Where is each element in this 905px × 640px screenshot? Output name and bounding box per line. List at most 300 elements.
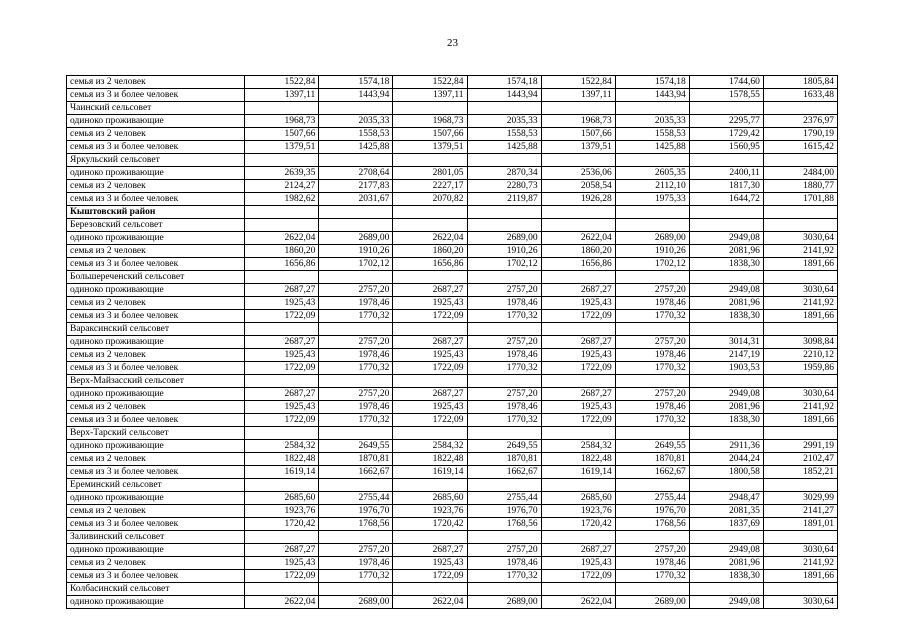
- value-cell: 1923,76: [541, 505, 615, 518]
- value-cell: 3030,64: [763, 544, 837, 557]
- value-cell: 1822,48: [393, 453, 467, 466]
- value-cell: 1838,30: [689, 414, 763, 427]
- value-cell: 1838,30: [689, 310, 763, 323]
- value-cell: [393, 427, 467, 440]
- value-cell: [615, 427, 689, 440]
- row-label: семья из 3 и более человек: [67, 89, 245, 102]
- value-cell: [393, 271, 467, 284]
- value-cell: 1891,66: [763, 310, 837, 323]
- value-cell: [615, 154, 689, 167]
- value-cell: 1926,28: [541, 193, 615, 206]
- row-label: семья из 3 и более человек: [67, 141, 245, 154]
- value-cell: 1925,43: [541, 297, 615, 310]
- value-cell: 1968,73: [393, 115, 467, 128]
- value-cell: 1558,53: [319, 128, 393, 141]
- value-cell: 1722,09: [393, 362, 467, 375]
- value-cell: 1891,66: [763, 258, 837, 271]
- value-cell: [467, 479, 541, 492]
- value-cell: [763, 531, 837, 544]
- value-cell: 2708,64: [319, 167, 393, 180]
- value-cell: 1702,12: [467, 258, 541, 271]
- value-cell: 1978,46: [615, 297, 689, 310]
- value-cell: 2141,27: [763, 505, 837, 518]
- settlement-name: Колбасинский сельсовет: [67, 583, 245, 596]
- value-cell: [689, 323, 763, 336]
- value-cell: [689, 479, 763, 492]
- value-cell: 1722,09: [393, 414, 467, 427]
- value-cell: 2685,60: [393, 492, 467, 505]
- value-cell: 2649,55: [615, 440, 689, 453]
- table-row: [67, 232, 838, 245]
- table-row: [67, 570, 838, 583]
- value-cell: [245, 154, 319, 167]
- value-cell: 2124,27: [245, 180, 319, 193]
- value-cell: 1770,32: [319, 362, 393, 375]
- value-cell: 1959,86: [763, 362, 837, 375]
- value-cell: 2755,44: [615, 492, 689, 505]
- value-cell: [763, 102, 837, 115]
- value-cell: [319, 219, 393, 232]
- table-row: [67, 76, 838, 89]
- value-cell: [393, 479, 467, 492]
- value-cell: 2141,92: [763, 297, 837, 310]
- value-cell: [541, 323, 615, 336]
- value-cell: [541, 427, 615, 440]
- value-cell: 1768,56: [615, 518, 689, 531]
- value-cell: [393, 375, 467, 388]
- value-cell: 3030,64: [763, 388, 837, 401]
- value-cell: 1722,09: [245, 570, 319, 583]
- settlement-name: Чаинский сельсовет: [67, 102, 245, 115]
- settlement-header-row: [67, 583, 838, 596]
- value-cell: 2689,00: [615, 232, 689, 245]
- value-cell: 1619,14: [541, 466, 615, 479]
- value-cell: 2484,00: [763, 167, 837, 180]
- value-cell: 1615,42: [763, 141, 837, 154]
- value-cell: 2081,96: [689, 245, 763, 258]
- value-cell: 1722,09: [245, 414, 319, 427]
- value-cell: 2757,20: [467, 388, 541, 401]
- settlement-name: Заливинский сельсовет: [67, 531, 245, 544]
- value-cell: [615, 271, 689, 284]
- value-cell: 1891,66: [763, 414, 837, 427]
- value-cell: 1925,43: [245, 297, 319, 310]
- value-cell: [541, 206, 615, 219]
- value-cell: [541, 154, 615, 167]
- table-body: [67, 76, 838, 609]
- value-cell: [763, 323, 837, 336]
- value-cell: 1619,14: [245, 466, 319, 479]
- value-cell: [245, 219, 319, 232]
- value-cell: 2949,08: [689, 284, 763, 297]
- settlement-name: Ереминский сельсовет: [67, 479, 245, 492]
- value-cell: [467, 206, 541, 219]
- value-cell: 2035,33: [319, 115, 393, 128]
- row-label: семья из 3 и более человек: [67, 258, 245, 271]
- value-cell: [467, 323, 541, 336]
- value-cell: 1619,14: [393, 466, 467, 479]
- table-row: [67, 505, 838, 518]
- value-cell: 1910,26: [319, 245, 393, 258]
- row-label: семья из 2 человек: [67, 76, 245, 89]
- value-cell: 1522,84: [245, 76, 319, 89]
- value-cell: 1925,43: [541, 349, 615, 362]
- value-cell: 2141,92: [763, 401, 837, 414]
- value-cell: [467, 219, 541, 232]
- value-cell: [245, 375, 319, 388]
- value-cell: 2687,27: [245, 284, 319, 297]
- value-cell: 2687,27: [393, 336, 467, 349]
- value-cell: [689, 375, 763, 388]
- value-cell: 1722,09: [541, 414, 615, 427]
- value-cell: 1817,30: [689, 180, 763, 193]
- value-cell: 1507,66: [541, 128, 615, 141]
- value-cell: 1720,42: [245, 518, 319, 531]
- value-cell: [541, 219, 615, 232]
- value-cell: 1891,01: [763, 518, 837, 531]
- value-cell: 1379,51: [393, 141, 467, 154]
- row-label: семья из 3 и более человек: [67, 570, 245, 583]
- value-cell: [467, 583, 541, 596]
- row-label: одиноко проживающие: [67, 388, 245, 401]
- value-cell: [393, 102, 467, 115]
- value-cell: 3029,99: [763, 492, 837, 505]
- table-row: [67, 167, 838, 180]
- value-cell: [393, 206, 467, 219]
- value-cell: 1722,09: [541, 570, 615, 583]
- settlement-header-row: [67, 219, 838, 232]
- value-cell: [319, 375, 393, 388]
- value-cell: 1978,46: [467, 557, 541, 570]
- value-cell: 1397,11: [541, 89, 615, 102]
- value-cell: 2757,20: [615, 336, 689, 349]
- table-row: [67, 362, 838, 375]
- value-cell: 2689,00: [615, 596, 689, 609]
- value-cell: [319, 479, 393, 492]
- value-cell: [541, 375, 615, 388]
- value-cell: 1910,26: [467, 245, 541, 258]
- value-cell: [763, 479, 837, 492]
- value-cell: 3030,64: [763, 232, 837, 245]
- value-cell: [763, 583, 837, 596]
- value-cell: 1574,18: [467, 76, 541, 89]
- row-label: семья из 3 и более человек: [67, 466, 245, 479]
- value-cell: 2757,20: [319, 388, 393, 401]
- district-name: Кыштовский район: [67, 206, 245, 219]
- row-label: одиноко проживающие: [67, 115, 245, 128]
- value-cell: 1968,73: [245, 115, 319, 128]
- value-cell: [245, 323, 319, 336]
- value-cell: 2081,35: [689, 505, 763, 518]
- value-cell: 2687,27: [393, 284, 467, 297]
- value-cell: 1644,72: [689, 193, 763, 206]
- value-cell: [319, 154, 393, 167]
- value-cell: 1978,46: [615, 349, 689, 362]
- value-cell: 1880,77: [763, 180, 837, 193]
- row-label: семья из 2 человек: [67, 453, 245, 466]
- settlement-header-row: [67, 427, 838, 440]
- value-cell: 2058,54: [541, 180, 615, 193]
- value-cell: [393, 219, 467, 232]
- value-cell: [689, 531, 763, 544]
- value-cell: 2687,27: [541, 336, 615, 349]
- value-cell: 1925,43: [541, 557, 615, 570]
- value-cell: [541, 531, 615, 544]
- value-cell: 1744,60: [689, 76, 763, 89]
- value-cell: [689, 219, 763, 232]
- value-cell: 2081,96: [689, 557, 763, 570]
- value-cell: 2757,20: [615, 284, 689, 297]
- value-cell: 2949,08: [689, 388, 763, 401]
- table-row: [67, 401, 838, 414]
- value-cell: [393, 154, 467, 167]
- value-cell: 1722,09: [245, 310, 319, 323]
- table-row: [67, 596, 838, 609]
- value-cell: 2584,32: [393, 440, 467, 453]
- value-cell: 1805,84: [763, 76, 837, 89]
- table-row: [67, 128, 838, 141]
- value-cell: 1837,69: [689, 518, 763, 531]
- value-cell: 1910,26: [615, 245, 689, 258]
- value-cell: 2757,20: [467, 336, 541, 349]
- value-cell: 2584,32: [245, 440, 319, 453]
- tariff-table: [66, 75, 838, 609]
- value-cell: [319, 531, 393, 544]
- value-cell: 1860,20: [245, 245, 319, 258]
- value-cell: 1722,09: [393, 570, 467, 583]
- value-cell: 1923,76: [245, 505, 319, 518]
- value-cell: 2141,92: [763, 557, 837, 570]
- value-cell: 2689,00: [319, 232, 393, 245]
- value-cell: 2639,35: [245, 167, 319, 180]
- value-cell: 2141,92: [763, 245, 837, 258]
- value-cell: 1443,94: [467, 89, 541, 102]
- value-cell: 2035,33: [615, 115, 689, 128]
- row-label: семья из 2 человек: [67, 297, 245, 310]
- value-cell: 1574,18: [615, 76, 689, 89]
- value-cell: 1770,32: [467, 414, 541, 427]
- table-row: [67, 518, 838, 531]
- value-cell: 1770,32: [615, 362, 689, 375]
- value-cell: [467, 154, 541, 167]
- value-cell: 1925,43: [393, 297, 467, 310]
- value-cell: [689, 154, 763, 167]
- value-cell: 2757,20: [319, 284, 393, 297]
- value-cell: 1768,56: [319, 518, 393, 531]
- value-cell: [393, 531, 467, 544]
- value-cell: 2687,27: [393, 544, 467, 557]
- value-cell: [689, 271, 763, 284]
- value-cell: [319, 583, 393, 596]
- value-cell: 1860,20: [541, 245, 615, 258]
- value-cell: 2687,27: [245, 544, 319, 557]
- value-cell: 2031,67: [319, 193, 393, 206]
- value-cell: 1976,70: [615, 505, 689, 518]
- value-cell: 1379,51: [245, 141, 319, 154]
- value-cell: 2210,12: [763, 349, 837, 362]
- value-cell: 2035,33: [467, 115, 541, 128]
- value-cell: 2689,00: [467, 232, 541, 245]
- value-cell: [541, 271, 615, 284]
- value-cell: 2081,96: [689, 401, 763, 414]
- value-cell: 1443,94: [615, 89, 689, 102]
- row-label: одиноко проживающие: [67, 284, 245, 297]
- district-header-row: [67, 206, 838, 219]
- value-cell: [763, 219, 837, 232]
- value-cell: 3014,31: [689, 336, 763, 349]
- value-cell: 2622,04: [245, 232, 319, 245]
- value-cell: 1870,81: [467, 453, 541, 466]
- value-cell: 1770,32: [319, 570, 393, 583]
- value-cell: 1397,11: [393, 89, 467, 102]
- row-label: одиноко проживающие: [67, 596, 245, 609]
- row-label: семья из 2 человек: [67, 128, 245, 141]
- table-row: [67, 284, 838, 297]
- value-cell: 1975,33: [615, 193, 689, 206]
- value-cell: 1560,95: [689, 141, 763, 154]
- value-cell: 1722,09: [245, 362, 319, 375]
- value-cell: 1770,32: [319, 310, 393, 323]
- value-cell: 2687,27: [245, 336, 319, 349]
- row-label: семья из 3 и более человек: [67, 362, 245, 375]
- value-cell: [615, 206, 689, 219]
- table-row: [67, 466, 838, 479]
- value-cell: 1768,56: [467, 518, 541, 531]
- value-cell: 1522,84: [541, 76, 615, 89]
- value-cell: 1770,32: [615, 570, 689, 583]
- value-cell: 1662,67: [319, 466, 393, 479]
- value-cell: 2870,34: [467, 167, 541, 180]
- value-cell: 1702,12: [319, 258, 393, 271]
- value-cell: 1982,62: [245, 193, 319, 206]
- value-cell: 2044,24: [689, 453, 763, 466]
- value-cell: 1822,48: [541, 453, 615, 466]
- table-row: [67, 440, 838, 453]
- table-row: [67, 89, 838, 102]
- value-cell: 1925,43: [245, 557, 319, 570]
- value-cell: 1425,88: [467, 141, 541, 154]
- value-cell: [615, 102, 689, 115]
- table-row: [67, 245, 838, 258]
- value-cell: 1978,46: [319, 297, 393, 310]
- value-cell: [245, 531, 319, 544]
- value-cell: 2911,36: [689, 440, 763, 453]
- value-cell: 1770,32: [615, 310, 689, 323]
- value-cell: [763, 375, 837, 388]
- value-cell: 2649,55: [319, 440, 393, 453]
- value-cell: 1722,09: [393, 310, 467, 323]
- value-cell: 2689,00: [319, 596, 393, 609]
- value-cell: 1978,46: [467, 401, 541, 414]
- value-cell: 2605,35: [615, 167, 689, 180]
- row-label: семья из 3 и более человек: [67, 414, 245, 427]
- value-cell: 1852,21: [763, 466, 837, 479]
- settlement-header-row: [67, 375, 838, 388]
- value-cell: [763, 427, 837, 440]
- settlement-name: Большереченский сельсовет: [67, 271, 245, 284]
- value-cell: 2757,20: [615, 388, 689, 401]
- row-label: семья из 3 и более человек: [67, 310, 245, 323]
- settlement-header-row: [67, 102, 838, 115]
- value-cell: 2649,55: [467, 440, 541, 453]
- value-cell: 2801,05: [393, 167, 467, 180]
- value-cell: 2755,44: [319, 492, 393, 505]
- value-cell: 1770,32: [467, 310, 541, 323]
- value-cell: [689, 427, 763, 440]
- settlement-header-row: [67, 271, 838, 284]
- value-cell: 1443,94: [319, 89, 393, 102]
- settlement-name: Верх-Тарский сельсовет: [67, 427, 245, 440]
- table-row: [67, 492, 838, 505]
- value-cell: 2757,20: [615, 544, 689, 557]
- row-label: одиноко проживающие: [67, 544, 245, 557]
- value-cell: 2757,20: [319, 336, 393, 349]
- value-cell: 2112,10: [615, 180, 689, 193]
- value-cell: [615, 219, 689, 232]
- value-cell: 2689,00: [467, 596, 541, 609]
- value-cell: [319, 206, 393, 219]
- settlement-name: Яркульский сельсовет: [67, 154, 245, 167]
- table-row: [67, 557, 838, 570]
- table-row: [67, 414, 838, 427]
- value-cell: 1662,67: [467, 466, 541, 479]
- value-cell: [615, 323, 689, 336]
- value-cell: [689, 206, 763, 219]
- value-cell: 1903,53: [689, 362, 763, 375]
- value-cell: 1662,67: [615, 466, 689, 479]
- value-cell: 1425,88: [615, 141, 689, 154]
- row-label: семья из 3 и более человек: [67, 518, 245, 531]
- value-cell: 2102,47: [763, 453, 837, 466]
- value-cell: 2227,17: [393, 180, 467, 193]
- value-cell: [615, 531, 689, 544]
- value-cell: 1558,53: [615, 128, 689, 141]
- value-cell: 2755,44: [467, 492, 541, 505]
- value-cell: 1722,09: [541, 362, 615, 375]
- value-cell: 3030,64: [763, 596, 837, 609]
- row-label: семья из 3 и более человек: [67, 193, 245, 206]
- table-row: [67, 297, 838, 310]
- value-cell: [245, 102, 319, 115]
- value-cell: 2147,19: [689, 349, 763, 362]
- value-cell: [615, 375, 689, 388]
- value-cell: 1702,12: [615, 258, 689, 271]
- settlement-header-row: [67, 154, 838, 167]
- value-cell: [467, 102, 541, 115]
- value-cell: 2584,32: [541, 440, 615, 453]
- value-cell: [541, 583, 615, 596]
- value-cell: 1397,11: [245, 89, 319, 102]
- value-cell: 1870,81: [615, 453, 689, 466]
- value-cell: 2687,27: [541, 284, 615, 297]
- value-cell: 2070,82: [393, 193, 467, 206]
- value-cell: 1656,86: [393, 258, 467, 271]
- row-label: одиноко проживающие: [67, 167, 245, 180]
- value-cell: [763, 271, 837, 284]
- value-cell: 2687,27: [541, 388, 615, 401]
- value-cell: 2991,19: [763, 440, 837, 453]
- value-cell: 3098,84: [763, 336, 837, 349]
- value-cell: [467, 531, 541, 544]
- value-cell: 2948,47: [689, 492, 763, 505]
- value-cell: 1720,42: [541, 518, 615, 531]
- value-cell: 1722,09: [541, 310, 615, 323]
- value-cell: 1656,86: [541, 258, 615, 271]
- value-cell: [319, 102, 393, 115]
- table-row: [67, 141, 838, 154]
- settlement-header-row: [67, 323, 838, 336]
- value-cell: 3030,64: [763, 284, 837, 297]
